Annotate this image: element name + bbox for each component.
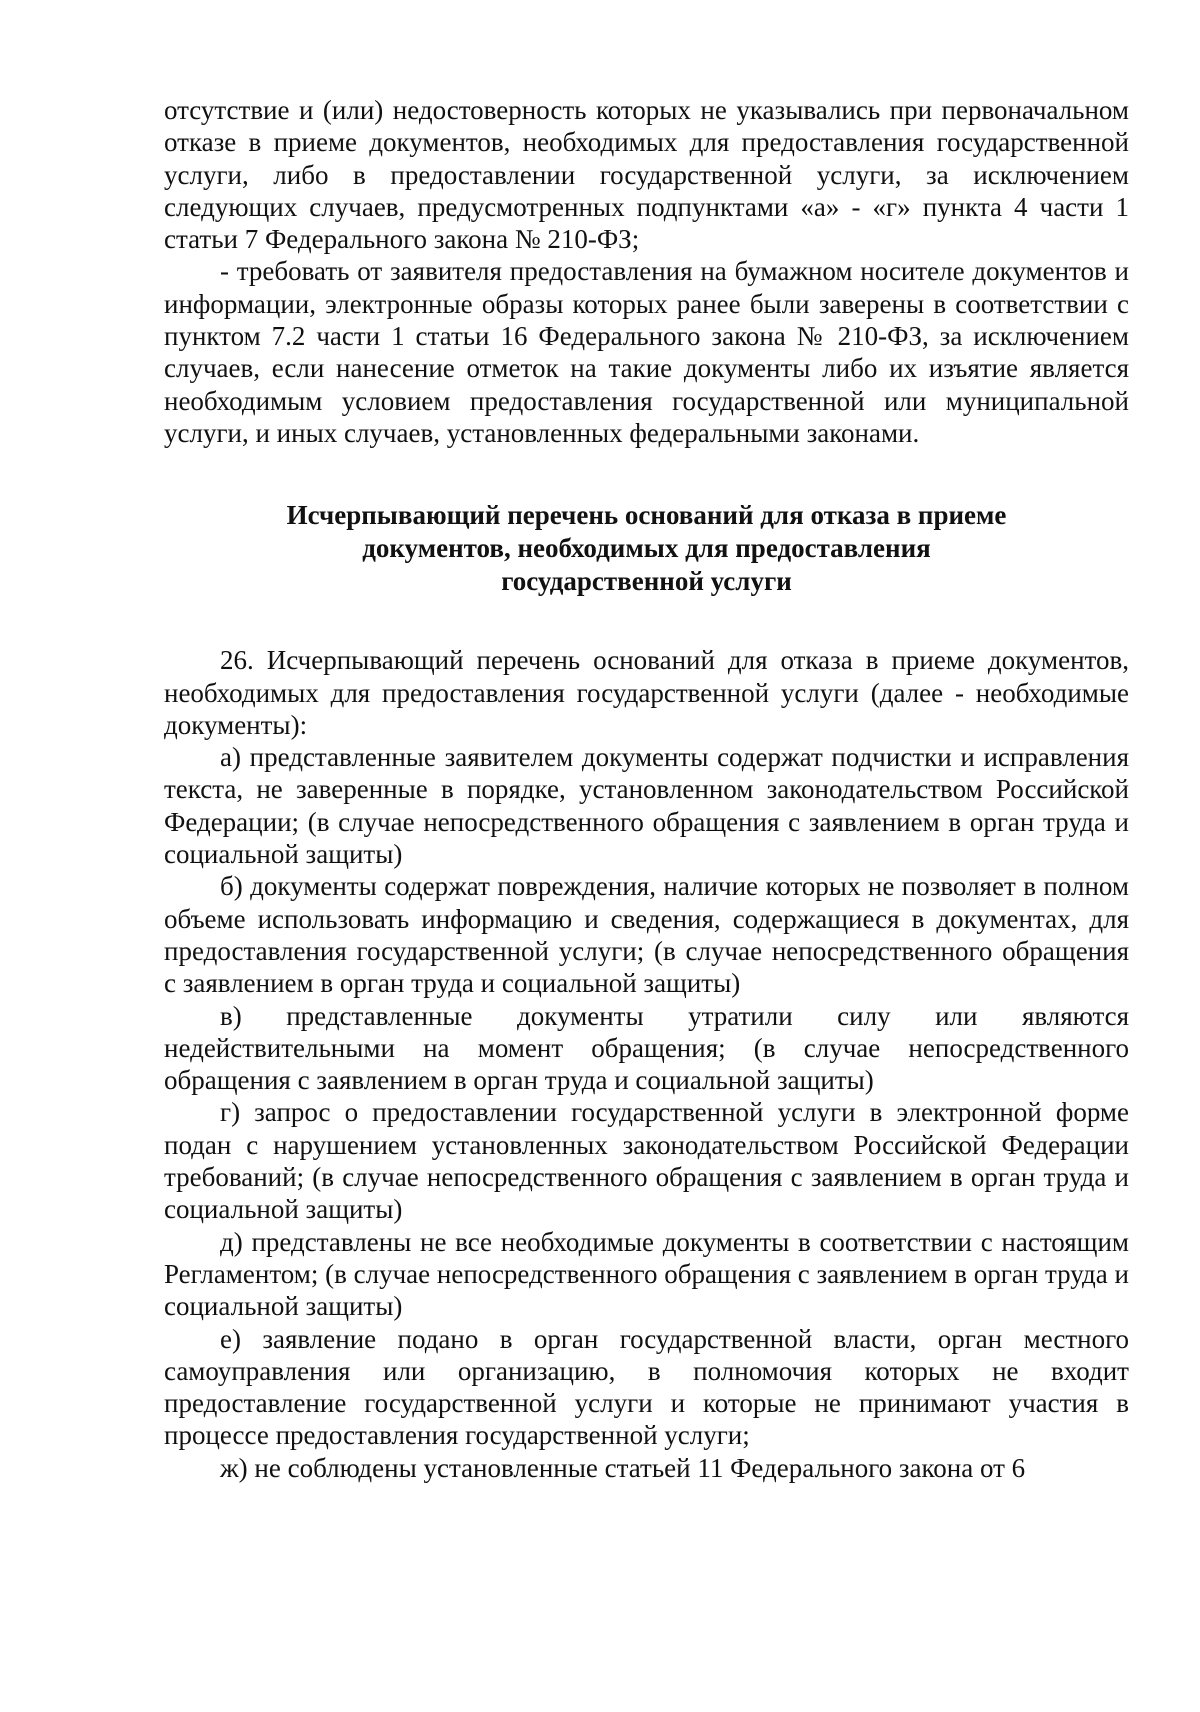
subitem-b: б) документы содержат повреждения, наличие которых не позволяет в полном объеме использовать информацию и сведения, содержащиеся в документах, для предоставления государственной услуги; (в случае непосредственного обращения с заявлением в орган труда и социальной защиты) bbox=[164, 871, 1129, 999]
subitem-v: в) представленные документы утратили силу или являются недействительными на момент обращения; (в случае непосредственного обращения с заявлением в орган труда и социальной защиты) bbox=[164, 1000, 1129, 1096]
subitem-g: г) запрос о предоставлении государственной услуги в электронной форме подан с нарушением установленных законодательством Российской Федерации требований; (в случае непосредственного обращения с заявлением в орган труда и социальной защиты) bbox=[164, 1097, 1129, 1225]
section-heading bbox=[164, 499, 1129, 598]
intro-paragraph-requirement: - требовать от заявителя предоставления на бумажном носителе документов и информации, электронные образы которых ранее были заверены в соответствии с пунктом 7.2 части 1 статьи 16 Федерального закона № 210-ФЗ, за исключением случаев, если нанесение отметок на такие документы либо их изъятие является необходимым условием предоставления государственной или муниципальной услуги, и иных случаев, установленных федеральными законами. bbox=[164, 256, 1129, 448]
subitem-zh: ж) не соблюдены установленные статьей 11 Федерального закона от 6 bbox=[220, 1452, 1026, 1483]
item-26-paragraph: 26. Исчерпывающий перечень оснований для отказа в приеме документов, необходимых для предоставления государственной услуги (далее - необходимые документы): bbox=[164, 645, 1129, 740]
intro-paragraph-continuation: отсутствие и (или) недостоверность которых не указывались при первоначальном отказе в приеме документов, необходимых для предоставления государственной услуги, либо в предоставлении государственной услуги, за исключением следующих случаев, предусмотренных подпунктами «а» - «г» пункта 4 части 1 статьи 7 Федерального закона № 210-ФЗ; bbox=[164, 95, 1129, 255]
subitem-d: д) представлены не все необходимые документы в соответствии с настоящим Регламентом; (в случае непосредственного обращения с заявлением в орган труда и социальной защиты) bbox=[164, 1226, 1129, 1322]
subitem-a: а) представленные заявителем документы содержат подчистки и исправления текста, не заверенные в порядке, установленном законодательством Российской Федерации; (в случае непосредственного обращения с заявлением в орган труда и социальной защиты) bbox=[164, 742, 1129, 870]
section-heading-line-1: Исчерпывающий перечень оснований для отказа в приеме bbox=[286, 500, 1007, 531]
subitem-e: е) заявление подано в орган государственной власти, орган местного самоуправления или организацию, в полномочия которых не входит предоставление государственной услуги и которые не принимают участия в процессе предоставления государственной услуги; bbox=[164, 1323, 1129, 1451]
section-heading-line-3: государственной услуги bbox=[501, 566, 792, 597]
document-page bbox=[164, 94, 1129, 1484]
section-heading-line-2: документов, необходимых для предоставления bbox=[362, 533, 931, 564]
